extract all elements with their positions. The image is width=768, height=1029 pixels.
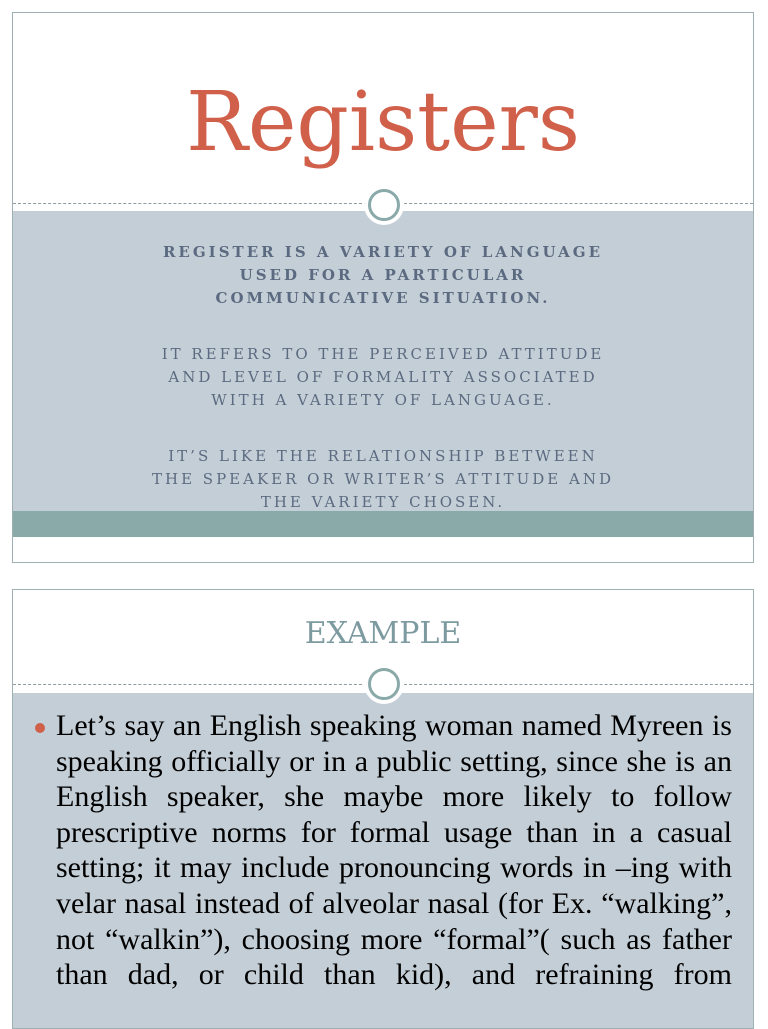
bullet-text: Let’s say an English speaking woman named Myreen is speaking officially or in a public setting, since she is an English speaker, she maybe more likely to follow prescriptive norms for formal usage than in a casual setting; it may include pronouncing words in –ing with velar nasal instead of alveolar nasal (for Ex. “walking”, not “walkin”), choosing more “formal”( such as father than dad, or child than kid), and refraining from <box>56 709 732 992</box>
title-area <box>13 13 753 205</box>
slide-title: EXAMPLE <box>304 616 462 651</box>
footer-band <box>13 511 753 537</box>
slide-example <box>12 589 754 1029</box>
bullet-icon <box>35 723 45 733</box>
ring-ornament-icon <box>364 664 404 704</box>
definition-paragraph: REGISTER IS A VARIETY OF LANGUAGE USED FOR A PARTICULAR COMMUNICATIVE SITUATION. <box>162 243 604 307</box>
ring-ornament-icon <box>364 185 404 225</box>
slide-title: Registers <box>186 75 580 170</box>
ring-inner <box>368 668 400 700</box>
formality-paragraph: IT REFERS TO THE PERCEIVED ATTITUDE AND LEVEL OF FORMALITY ASSOCIATED WITH A VARIETY OF LANGUAGE. <box>161 345 605 409</box>
slide-registers <box>12 12 754 563</box>
ring-inner <box>368 189 400 221</box>
relationship-paragraph: IT’S LIKE THE RELATIONSHIP BETWEEN THE SPEAKER OR WRITER’S ATTITUDE AND THE VARIETY CHOSEN. <box>151 447 614 511</box>
